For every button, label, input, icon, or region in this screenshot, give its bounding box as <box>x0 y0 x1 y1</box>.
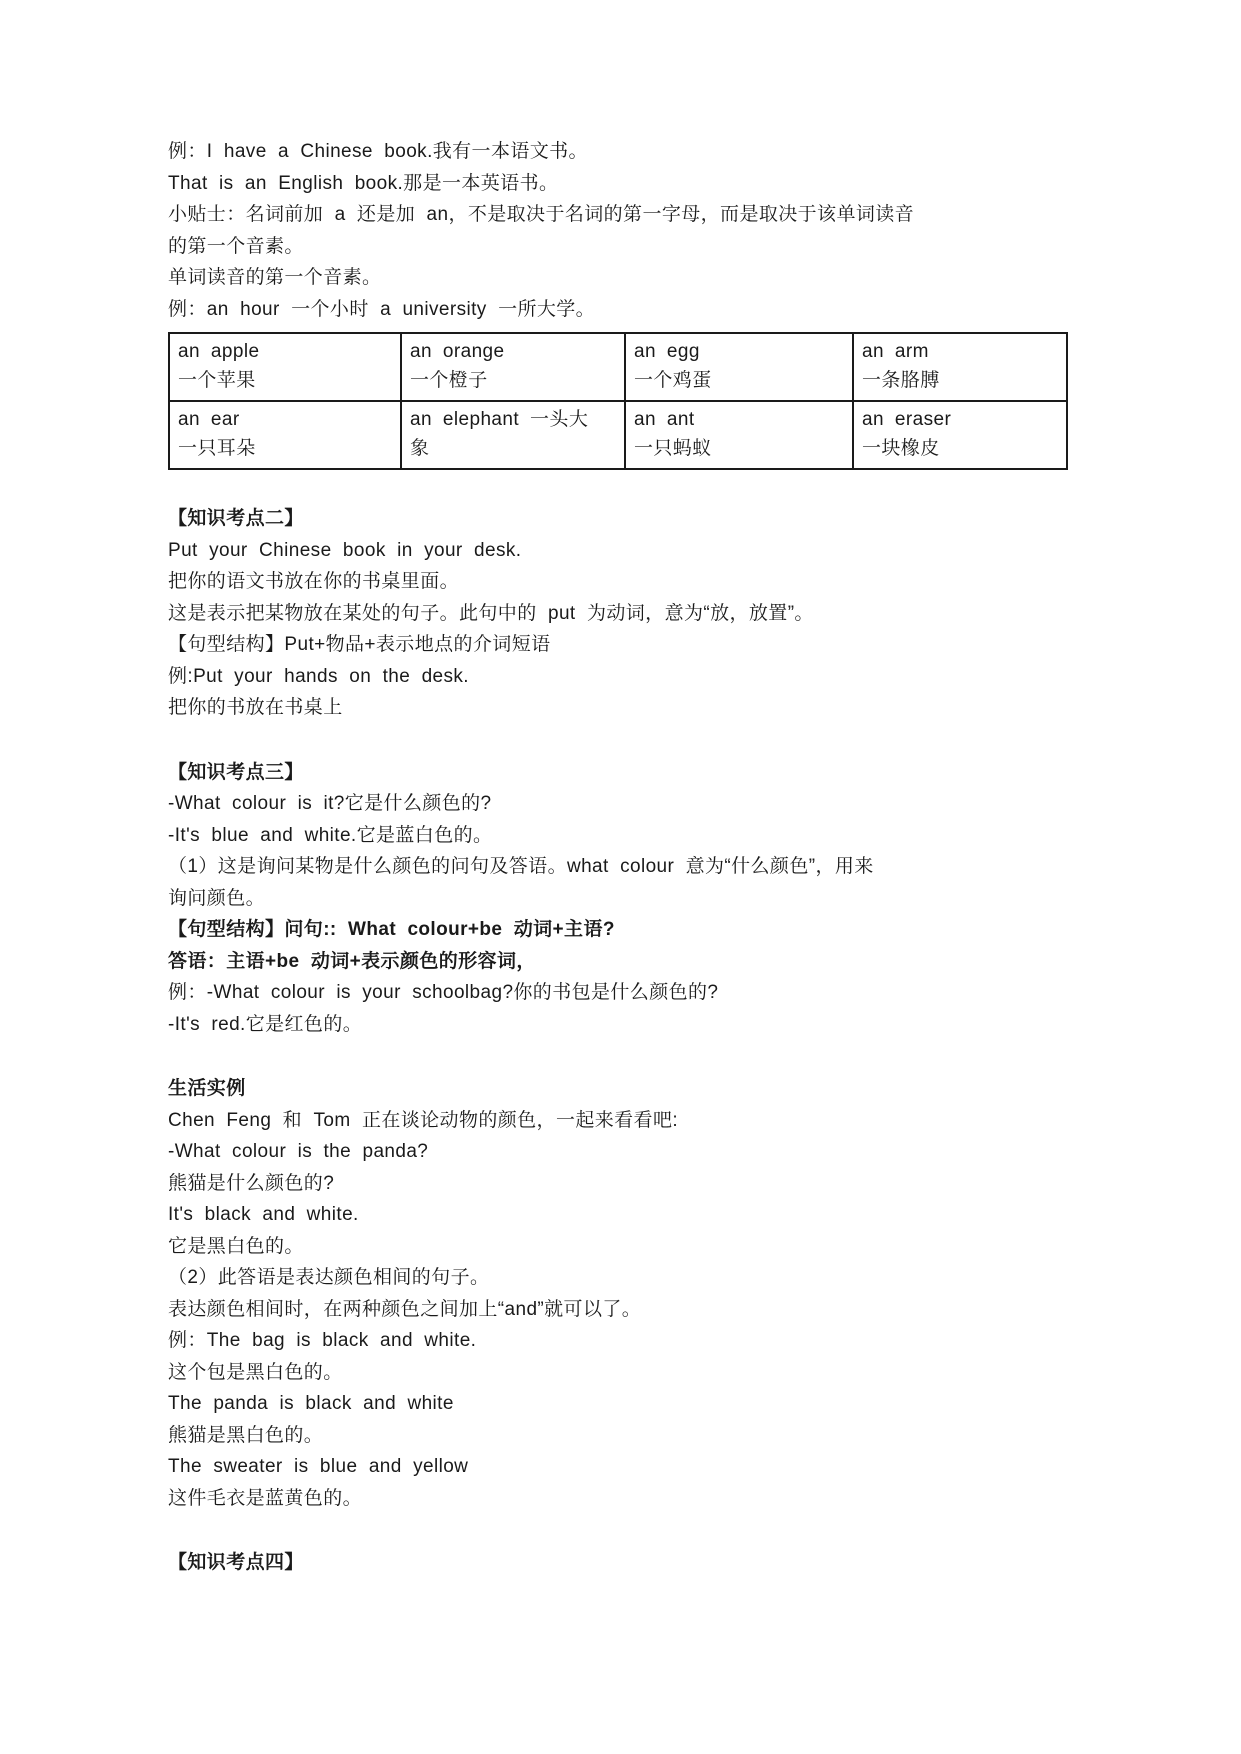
cell-zh: 一块橡皮 <box>862 438 940 459</box>
table-cell <box>401 333 625 401</box>
doc-line: 这个包是黑白色的。 <box>168 1361 343 1383</box>
table-row <box>169 401 1067 469</box>
doc-line: Chen Feng 和 Tom 正在谈论动物的颜色，一起来看看吧: <box>168 1109 679 1131</box>
cell-en: an elephant 一头大 <box>410 409 589 430</box>
doc-line: It's black and white. <box>168 1204 359 1225</box>
table-cell <box>169 333 401 401</box>
cell-zh: 一个鸡蛋 <box>634 370 712 391</box>
doc-line: Put your Chinese book in your desk. <box>168 539 522 561</box>
cell-en: an ear <box>178 409 240 430</box>
doc-line: 例：-What colour is your schoolbag?你的书包是什么颜色的? <box>168 982 719 1003</box>
doc-line: 单词读音的第一个音素。 <box>168 267 382 288</box>
cell-en: an apple <box>178 341 260 362</box>
doc-line: -It's red.它是红色的。 <box>168 1013 363 1035</box>
table-cell <box>401 401 625 469</box>
table-cell <box>169 401 401 469</box>
cell-zh: 一只蚂蚁 <box>634 438 712 459</box>
doc-line: That is an English book.那是一本英语书。 <box>168 172 559 194</box>
table-cell <box>625 401 853 469</box>
cell-en: an egg <box>634 341 700 362</box>
cell-zh: 象 <box>410 438 430 459</box>
table-cell <box>625 333 853 401</box>
section-heading-kp3: 【知识考点三】 <box>168 761 304 783</box>
section-heading-life-example: 生活实例 <box>168 1078 246 1099</box>
cell-en: an orange <box>410 341 505 362</box>
doc-line-tip: 小贴士：名词前加 a 还是加 an，不是取决于名词的第一字母，而是取决于该单词读音 <box>168 204 915 225</box>
section-spacer <box>168 724 1073 757</box>
doc-line: 把你的书放在书桌上 <box>168 697 343 718</box>
doc-line-example-a-an: 例：I have a Chinese book.我有一本语文书。 <box>168 141 588 162</box>
cell-en: an ant <box>634 409 695 430</box>
doc-line-example-hour: 例：an hour 一个小时 a university 一所大学。 <box>168 298 596 320</box>
section-spacer <box>168 470 1073 503</box>
doc-line: The sweater is blue and yellow <box>168 1456 469 1477</box>
doc-line-question-pattern: 【句型结构】问句:: What colour+be 动词+主语? <box>168 919 615 940</box>
section-spacer <box>168 1040 1073 1073</box>
doc-line: 这是表示把某物放在某处的句子。此句中的 put 为动词，意为“放，放置”。 <box>168 602 814 624</box>
doc-line-sentence-pattern: 【句型结构】Put+物品+表示地点的介词短语 <box>168 634 551 655</box>
doc-line: -What colour is the panda? <box>168 1141 429 1162</box>
table-row <box>169 333 1067 401</box>
doc-line: -What colour is it?它是什么颜色的? <box>168 793 492 814</box>
section-spacer <box>168 1514 1073 1547</box>
cell-en: an arm <box>862 341 929 362</box>
an-words-table <box>168 332 1068 470</box>
cell-zh: 一个橙子 <box>410 370 488 391</box>
section-heading-kp2: 【知识考点二】 <box>168 508 304 529</box>
section-heading-kp4: 【知识考点四】 <box>168 1552 304 1573</box>
doc-line-answer-pattern: 答语：主语+be 动词+表示颜色的形容词， <box>168 950 536 972</box>
doc-line: （1）这是询问某物是什么颜色的问句及答语。what colour 意为“什么颜色”，用来 <box>168 856 874 877</box>
doc-line: （2）此答语是表达颜色相间的句子。 <box>168 1267 490 1288</box>
doc-line: 例:Put your hands on the desk. <box>168 665 469 687</box>
cell-zh: 一条胳膊 <box>862 370 940 391</box>
doc-line: -It's blue and white.它是蓝白色的。 <box>168 824 493 846</box>
doc-line: 表达颜色相间时，在两种颜色之间加上“and”就可以了。 <box>168 1298 642 1320</box>
doc-line: 这件毛衣是蓝黄色的。 <box>168 1487 363 1509</box>
doc-line: 询问颜色。 <box>168 887 266 909</box>
doc-line: 例：The bag is black and white. <box>168 1330 477 1351</box>
doc-line: 的第一个音素。 <box>168 235 304 257</box>
doc-line: 它是黑白色的。 <box>168 1235 304 1257</box>
cell-zh: 一只耳朵 <box>178 438 256 459</box>
doc-line: 把你的语文书放在你的书桌里面。 <box>168 571 460 592</box>
doc-line: The panda is black and white <box>168 1393 454 1414</box>
cell-zh: 一个苹果 <box>178 370 256 391</box>
cell-en: an eraser <box>862 409 952 430</box>
table-cell <box>853 333 1067 401</box>
doc-line: 熊猫是什么颜色的? <box>168 1172 335 1194</box>
table-cell <box>853 401 1067 469</box>
doc-line: 熊猫是黑白色的。 <box>168 1424 324 1446</box>
